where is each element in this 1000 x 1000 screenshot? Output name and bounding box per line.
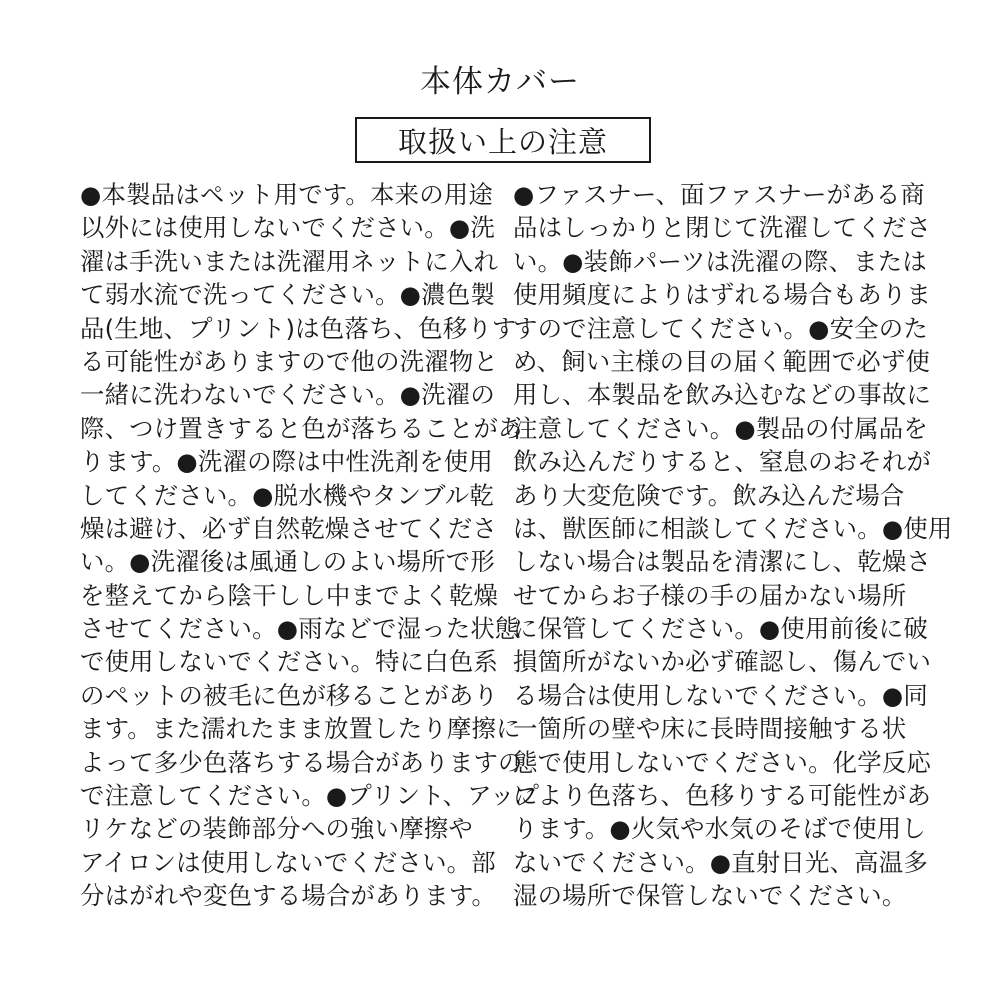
text-line: すので注意してください。●安全のた [513, 313, 928, 343]
text-line: 湿の場所で保管しないでください。 [513, 881, 907, 911]
text-line: 用し、本製品を飲み込むなどの事故に [513, 380, 932, 410]
text-line: よって多少色落ちする場合がありますの [80, 747, 523, 777]
text-line: ないでください。●直射日光、高温多 [513, 847, 928, 877]
left-text-column [80, 178, 540, 913]
text-line: い。●装飾パーツは洗濯の際、または [513, 246, 927, 276]
section-heading-box: 取扱い上の注意 [355, 117, 651, 163]
text-line: 態で使用しないでください。化学反応 [513, 747, 932, 777]
text-line: 使用頻度によりはずれる場合もありま [513, 280, 932, 310]
text-line: のペットの被毛に色が移ることがあり [80, 680, 499, 710]
text-line: は、獣医師に相談してください。●使用 [513, 513, 953, 543]
text-line: リケなどの装飾部分への強い摩擦や [80, 814, 473, 844]
text-line: を整えてから陰干しし中までよく乾燥 [80, 580, 499, 610]
text-line: 損箇所がないか必ず確認し、傷んでい [513, 647, 932, 677]
text-line: い。●洗濯後は風通しのよい場所で形 [80, 547, 495, 577]
text-line: て弱水流で洗ってください。●濃色製 [80, 280, 495, 310]
text-line: あり大変危険です。飲み込んだ場合 [513, 480, 905, 510]
text-line: しない場合は製品を清潔にし、乾燥さ [513, 547, 932, 577]
text-line: に保管してください。●使用前後に破 [513, 614, 928, 644]
text-line: ます。また濡れたまま放置したり摩擦に [80, 714, 521, 744]
text-line: により色落ち、色移りする可能性があ [513, 781, 932, 811]
text-line: め、飼い主様の目の届く範囲で必ず使 [513, 346, 931, 376]
text-line: ●ファスナー、面ファスナーがある商 [513, 180, 926, 209]
text-line: せてからお子様の手の届かない場所 [513, 580, 907, 610]
right-text-column [513, 178, 953, 913]
text-line: る場合は使用しないでください。●同 [513, 680, 928, 710]
text-line: 分はがれや変色する場合があります。 [80, 881, 497, 911]
text-line: 燥は避け、必ず自然乾燥させてくださ [80, 513, 498, 543]
text-line: ●本製品はペット用です。本来の用途 [80, 180, 493, 209]
text-line: 際、つけ置きすると色が落ちることがあ [80, 413, 523, 443]
text-line: させてください。●雨などで湿った状態 [80, 614, 520, 644]
text-line: 一箇所の壁や床に長時間接触する状 [513, 714, 907, 744]
text-line: る可能性がありますので他の洗濯物と [80, 346, 499, 376]
text-line: 濯は手洗いまたは洗濯用ネットに入れ [80, 246, 499, 276]
text-line: で使用しないでください。特に白色系 [80, 647, 499, 677]
text-line: 品はしっかりと閉じて洗濯してくださ [513, 213, 932, 243]
text-line: ります。●火気や水気のそばで使用し [513, 814, 926, 844]
text-line: 品(生地、プリント)は色落ち、色移りす [80, 313, 517, 343]
text-line: してください。●脱水機やタンブル乾 [80, 480, 494, 510]
page-title: 本体カバー [420, 64, 580, 100]
text-line: で注意してください。●プリント、アップ [80, 781, 540, 811]
text-line: 一緒に洗わないでください。●洗濯の [80, 380, 495, 410]
text-line: 注意してください。●製品の付属品を [513, 413, 928, 443]
text-line: アイロンは使用しないでください。部 [80, 847, 496, 877]
text-line: 以外には使用しないでください。●洗 [80, 213, 495, 243]
text-line: ります。●洗濯の際は中性洗剤を使用 [80, 447, 493, 477]
text-line: 飲み込んだりすると、窒息のおそれが [513, 447, 932, 477]
